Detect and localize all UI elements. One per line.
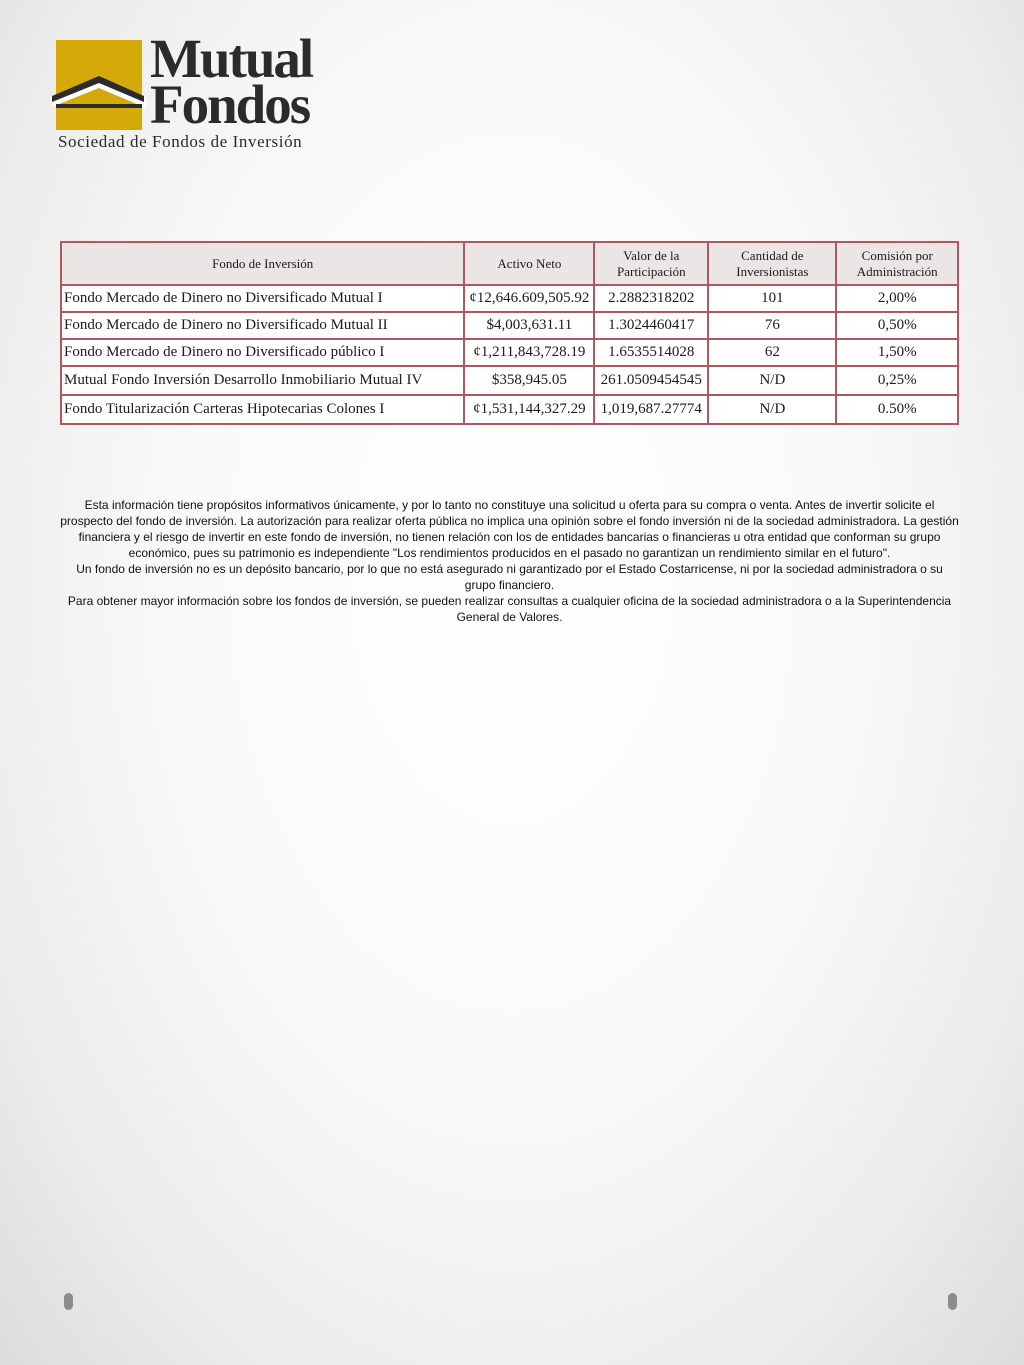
cell-activo-neto: ¢1,531,144,327.29 — [464, 395, 594, 424]
cell-cantidad-inversionistas: N/D — [708, 366, 836, 395]
cell-comision: 1,50% — [836, 339, 958, 366]
table-row — [61, 395, 958, 424]
table-row — [61, 285, 958, 312]
cell-cantidad-inversionistas: 101 — [708, 285, 836, 312]
logo-word-fondos: Fondos — [150, 74, 310, 135]
cell-activo-neto: ¢1,211,843,728.19 — [464, 339, 594, 366]
cell-valor-participacion: 2.2882318202 — [594, 285, 708, 312]
cell-cantidad-inversionistas: 76 — [708, 312, 836, 339]
header-cantidad-inversionistas: Cantidad de Inversionistas — [708, 242, 836, 285]
cell-comision: 2,00% — [836, 285, 958, 312]
table-row — [61, 366, 958, 395]
cell-fondo: Mutual Fondo Inversión Desarrollo Inmobiliario Mutual IV — [61, 366, 464, 395]
cell-comision: 0,25% — [836, 366, 958, 395]
header-fondo: Fondo de Inversión — [61, 242, 464, 285]
header-comision: Comisión por Administración — [836, 242, 958, 285]
header-activo-neto: Activo Neto — [464, 242, 594, 285]
cell-activo-neto: $358,945.05 — [464, 366, 594, 395]
disclaimer-paragraph: Un fondo de inversión no es un depósito bancario, por lo que no está asegurado ni garantizado por el Estado Costarricense, ni por la sociedad administradora o su grupo financiero. — [76, 562, 943, 592]
cell-activo-neto: $4,003,631.11 — [464, 312, 594, 339]
logo-wordmark — [150, 28, 313, 135]
cell-fondo: Fondo Mercado de Dinero no Diversificado Mutual II — [61, 312, 464, 339]
cell-comision: 0.50% — [836, 395, 958, 424]
cell-valor-participacion: 1.6535514028 — [594, 339, 708, 366]
house-logo-icon — [50, 36, 150, 132]
cell-fondo: Fondo Mercado de Dinero no Diversificado Mutual I — [61, 285, 464, 312]
company-logo — [50, 28, 340, 156]
header-valor-participacion: Valor de la Participación — [594, 242, 708, 285]
cell-comision: 0,50% — [836, 312, 958, 339]
cell-activo-neto: ¢12,646.609,505.92 — [464, 285, 594, 312]
cell-valor-participacion: 1.3024460417 — [594, 312, 708, 339]
logo-word-mutual: Mutual — [150, 28, 313, 89]
cell-valor-participacion: 1,019,687.27774 — [594, 395, 708, 424]
disclaimer-paragraph: Esta información tiene propósitos informativos únicamente, y por lo tanto no constituye una solicitud u oferta para su compra o venta. Antes de invertir solicite el prospecto del fondo de inversión. La autorización para realizar oferta pública no implica una opinión sobre el fondo inversión ni de la sociedad administradora. La gestión financiera y el riesgo de invertir en este fondo de inversión, no tienen relación con los de entidades bancarias o financieras u otra entidad que conforman su grupo económico, pues su patrimonio es independiente "Los rendimientos producidos en el pasado no garantizan un rendimiento similar en el futuro". — [60, 498, 959, 560]
slide-nav-dot-left — [64, 1293, 73, 1310]
table-row — [61, 312, 958, 339]
cell-valor-participacion: 261.0509454545 — [594, 366, 708, 395]
logo-tagline: Sociedad de Fondos de Inversión — [58, 132, 303, 151]
disclaimer-paragraph: Para obtener mayor información sobre los fondos de inversión, se pueden realizar consultas a cualquier oficina de la sociedad administradora o a la Superintendencia General de Valores. — [67, 594, 952, 624]
slide-nav-dot-right — [948, 1293, 957, 1310]
disclaimer — [60, 497, 959, 625]
table-row — [61, 339, 958, 366]
cell-cantidad-inversionistas: 62 — [708, 339, 836, 366]
cell-fondo: Fondo Titularización Carteras Hipotecarias Colones I — [61, 395, 464, 424]
funds-table — [60, 241, 959, 425]
table-header-row — [61, 242, 958, 285]
cell-fondo: Fondo Mercado de Dinero no Diversificado público I — [61, 339, 464, 366]
cell-cantidad-inversionistas: N/D — [708, 395, 836, 424]
